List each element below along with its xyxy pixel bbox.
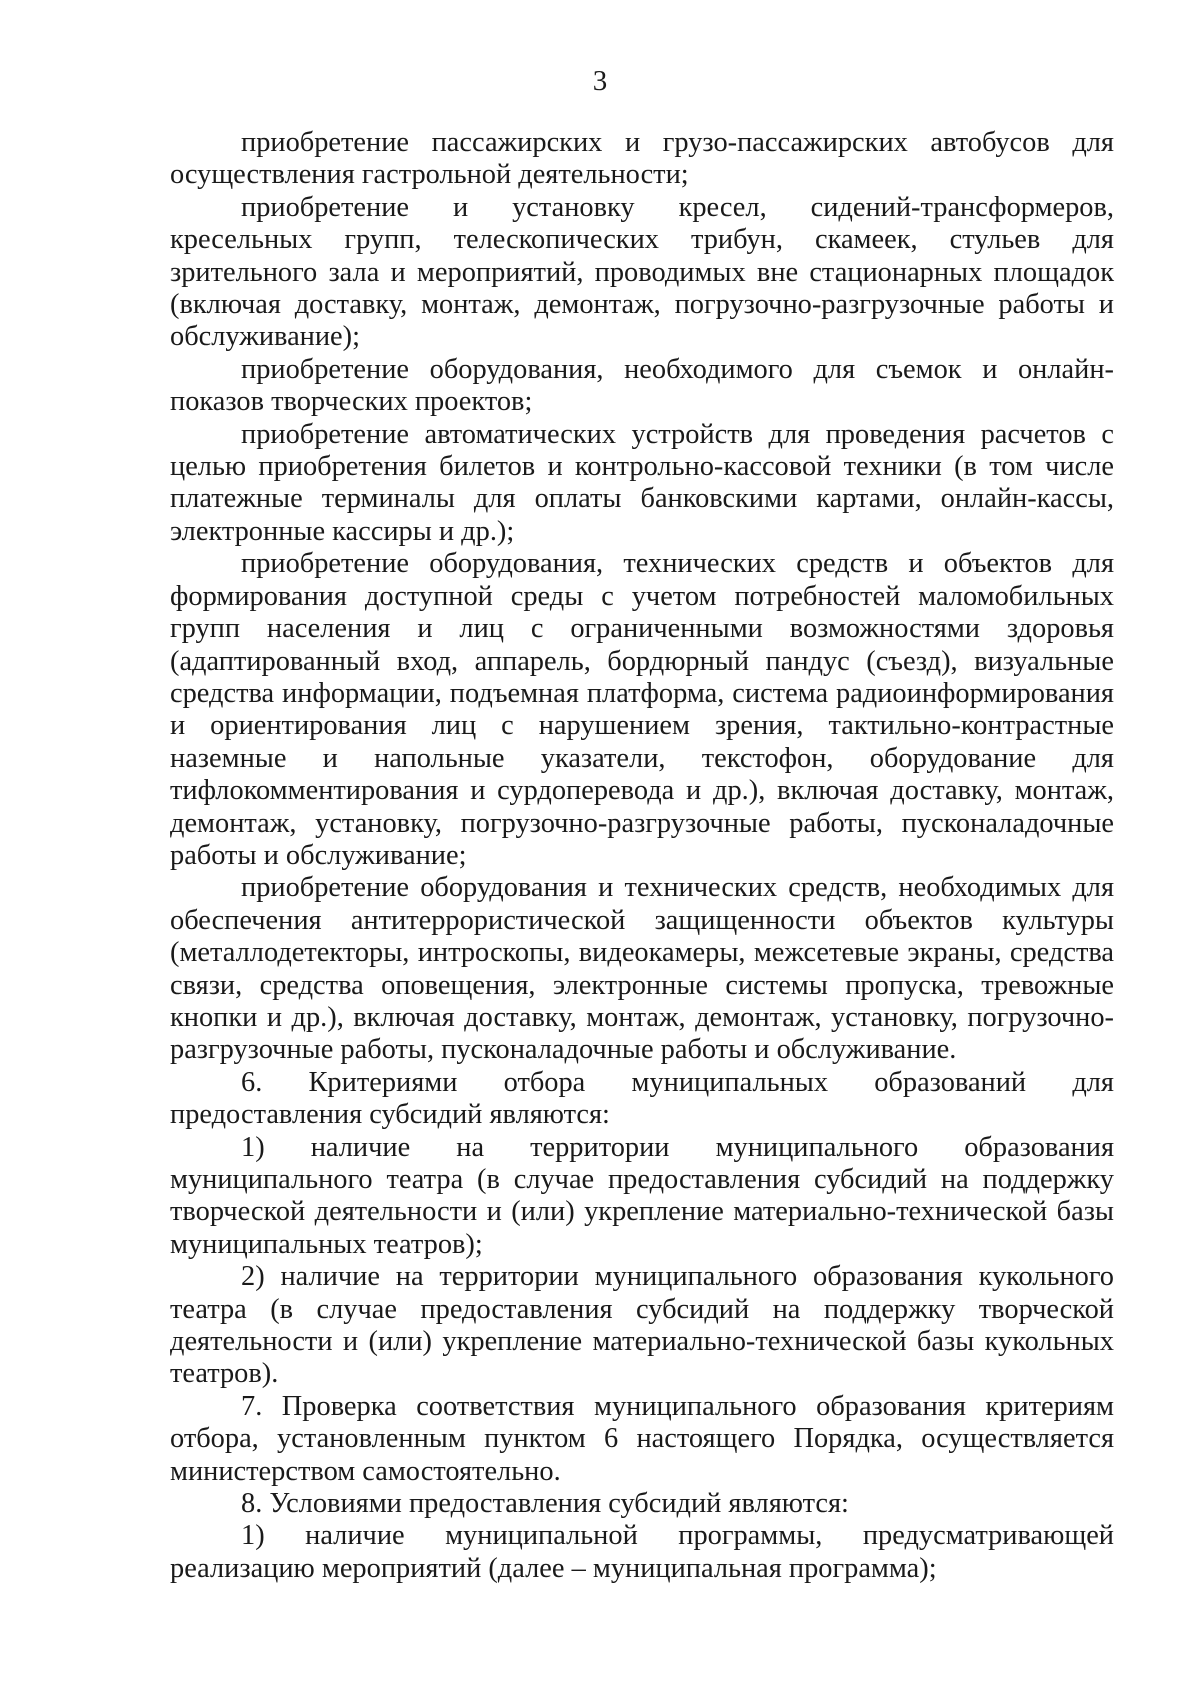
paragraph-criterion-1: 1) наличие на территории муниципального образования муниципального театра (в случае предоставления субсидий на поддержку творческой деятельности и (или) укрепление материально-технической базы муниципальных театров);	[170, 1131, 1114, 1260]
paragraph-antiterrorism: приобретение оборудования и технических средств, необходимых для обеспечения антитеррористической защищенности объектов культуры (металлодетекторы, интроскопы, видеокамеры, межсетевые экраны, средства связи, средства оповещения, электронные системы пропуска, тревожные кнопки и др.), включая доставку, монтаж, демонтаж, установку, погрузочно-разгрузочные работы, пусконаладочные работы и обслуживание.	[170, 872, 1114, 1066]
page-number: 3	[592, 65, 608, 97]
paragraph-conditions: 8. Условиями предоставления субсидий являются:	[241, 1488, 849, 1520]
paragraph-accessible-environment: приобретение оборудования, технических средств и объектов для формирования доступной среды с учетом потребностей маломобильных групп населения и лиц с ограниченными возможностями здоровья (адаптированный вход, аппарель, бордюрный пандус (съезд), визуальные средства информации, подъемная платформа, система радиоинформирования и ориентирования лиц с нарушением зрения, тактильно-контрастные наземные и напольные указатели, текстофон, оборудование для тифлокомментирования и сурдоперевода и др.), включая доставку, монтаж, демонтаж, установку, погрузочно-разгрузочные работы, пусконаладочные работы и обслуживание;	[170, 548, 1114, 871]
paragraph-buses: приобретение пассажирских и грузо-пассажирских автобусов для осуществления гастрольной деятельности;	[170, 127, 1114, 191]
paragraph-payment-devices: приобретение автоматических устройств для проведения расчетов с целью приобретения билетов и контрольно-кассовой техники (в том числе платежные терминалы для оплаты банковскими картами, онлайн-кассы, электронные кассиры и др.);	[170, 418, 1114, 547]
paragraph-condition-1: 1) наличие муниципальной программы, предусматривающей реализацию мероприятий (далее – муниципальная программа);	[170, 1520, 1114, 1584]
paragraph-selection-criteria: 6. Критериями отбора муниципальных образований для предоставления субсидий являются:	[170, 1066, 1114, 1131]
document-body	[170, 127, 1114, 1585]
paragraph-filming-equipment: приобретение оборудования, необходимого для съемок и онлайн-показов творческих проектов;	[170, 353, 1114, 418]
paragraph-criterion-2: 2) наличие на территории муниципального образования кукольного театра (в случае предоставления субсидий на поддержку творческой деятельности и (или) укрепление материально-технической базы кукольных театров).	[170, 1261, 1114, 1390]
paragraph-seating: приобретение и установку кресел, сидений-трансформеров, кресельных групп, телескопических трибун, скамеек, стульев для зрительного зала и мероприятий, проводимых вне стационарных площадок (включая доставку, монтаж, демонтаж, погрузочно-разгрузочные работы и обслуживание);	[170, 191, 1114, 353]
paragraph-criteria-check: 7. Проверка соответствия муниципального образования критериям отбора, установленным пунктом 6 настоящего Порядка, осуществляется министерством самостоятельно.	[170, 1390, 1114, 1487]
